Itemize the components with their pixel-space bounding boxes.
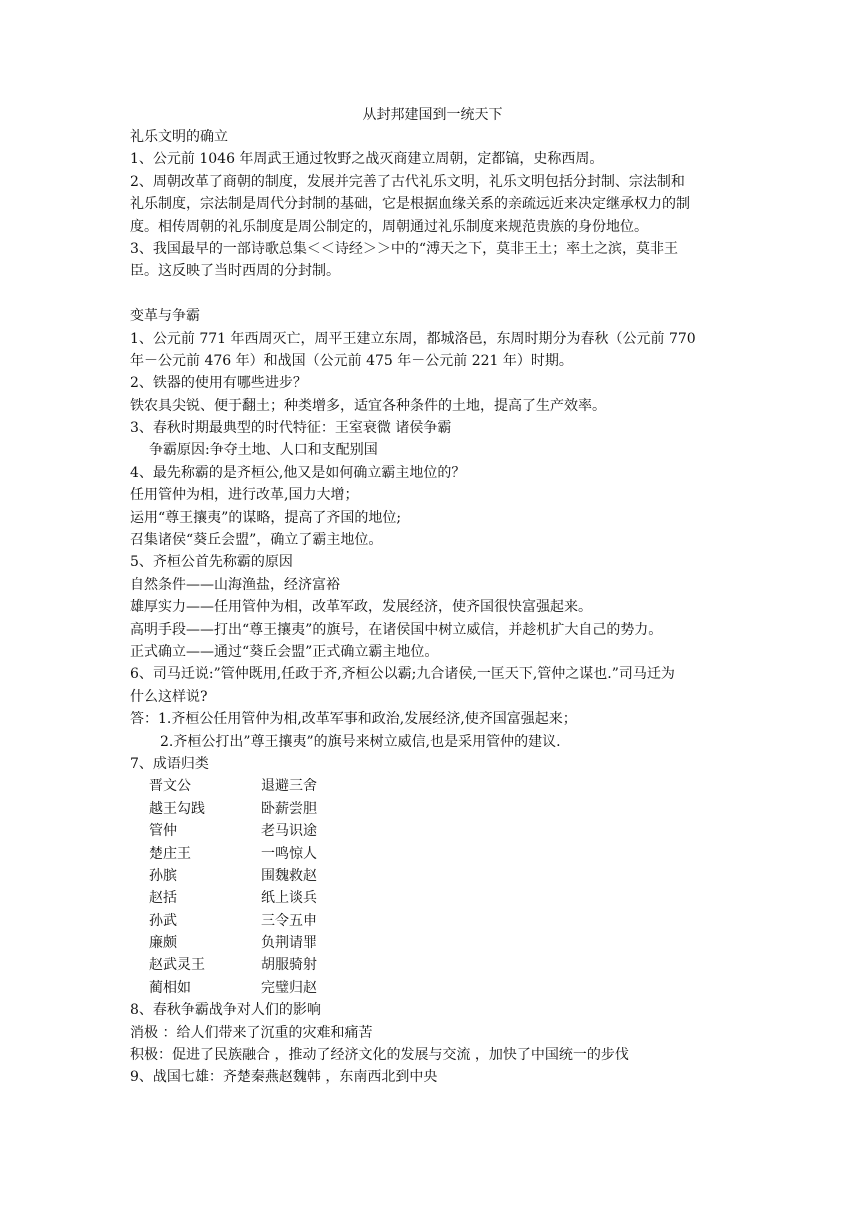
idiom-name: 卧薪尝胆 xyxy=(261,800,317,817)
blank-line xyxy=(130,283,735,305)
section-heading-ritual-music: 礼乐文明的确立 xyxy=(130,129,228,145)
idiom-row xyxy=(130,932,735,954)
answer-line: 2.齐桓公打出”尊王攘夷”的旗号来树立威信,也是采用管仲的建议. xyxy=(160,733,561,750)
answer-line: 任用管仲为相，进行改革,国力大增； xyxy=(130,487,359,504)
answer-line: 答：1.齐桓公任用管仲为相,改革军事和政治,发展经济,使齐国富强起来； xyxy=(130,711,577,728)
idiom-person: 孙武 xyxy=(149,912,177,929)
idiom-row xyxy=(130,865,735,887)
document-title: 从封邦建国到一统天下 xyxy=(362,107,503,123)
idiom-person: 晋文公 xyxy=(149,778,191,795)
paragraph-line: 1、公元前 1046 年周武王通过牧野之战灭商建立周朝，定都镐，史称西周。 xyxy=(130,151,604,168)
question-line: 5、齐桓公首先称霸的原因 xyxy=(130,554,293,571)
answer-line: 运用“尊王攘夷”的谋略，提高了齐国的地位; xyxy=(130,509,402,526)
question-line: 4、最先称霸的是齐桓公,他又是如何确立霸主地位的？ xyxy=(130,464,466,481)
reason-line: 争霸原因:争夺土地、人口和支配别国 xyxy=(149,442,378,459)
answer-line: 雄厚实力——任用管仲为相，改革军政，发展经济，使齐国很快富强起来。 xyxy=(130,599,592,616)
question-line: 什么这样说? xyxy=(130,688,208,705)
idiom-name: 退避三舍 xyxy=(261,778,317,795)
idiom-name: 三令五申 xyxy=(261,912,317,929)
question-line: 9、战国七雄：齐楚秦燕赵魏韩 ，东南西北到中央 xyxy=(130,1069,438,1086)
idiom-person: 蔺相如 xyxy=(149,979,191,996)
answer-line: 正式确立——通过“葵丘会盟”正式确立霸主地位。 xyxy=(130,643,439,660)
idiom-name: 一鸣惊人 xyxy=(261,845,317,862)
question-line: 2、铁器的使用有哪些进步？ xyxy=(130,375,307,392)
paragraph-line: 2、周朝改革了商朝的制度，发展并完善了古代礼乐文明，礼乐文明包括分封制、宗法制和 xyxy=(130,173,685,190)
idiom-name: 老马识途 xyxy=(261,823,317,840)
idiom-name: 纸上谈兵 xyxy=(261,890,317,907)
idiom-row xyxy=(130,798,735,820)
idiom-person: 越王勾践 xyxy=(149,800,205,817)
idiom-person: 赵武灵王 xyxy=(149,957,205,974)
paragraph-line: 臣。这反映了当时西周的分封制。 xyxy=(130,263,340,280)
idiom-name: 完璧归赵 xyxy=(261,979,317,996)
idiom-row xyxy=(130,977,735,999)
paragraph-line: 3、我国最早的一部诗歌总集＜＜诗经＞＞中的“溥天之下，莫非王土；率土之滨，莫非王 xyxy=(130,240,679,257)
idiom-name: 围魏救赵 xyxy=(261,867,317,884)
answer-line: 铁农具尖锐、便于翻土；种类增多，适宜各种条件的土地，提高了生产效率。 xyxy=(130,397,606,414)
idiom-row xyxy=(130,820,735,842)
paragraph-line: 度。相传周朝的礼乐制度是周公制定的，周朝通过礼乐制度来规范贵族的身份地位。 xyxy=(130,218,648,235)
idiom-list xyxy=(130,775,735,999)
question-line: 8、春秋争霸战争对人们的影响 xyxy=(130,1002,321,1019)
idiom-person: 廉颇 xyxy=(149,935,177,952)
answer-line: 高明手段——打出“尊王攘夷”的旗号，在诸侯国中树立威信，并趁机扩大自己的势力。 xyxy=(130,621,663,638)
idiom-person: 孙膑 xyxy=(149,867,177,884)
question-line: 3、春秋时期最典型的时代特征：王室衰微 诸侯争霸 xyxy=(130,420,452,437)
idioms-heading: 7、成语归类 xyxy=(130,755,209,772)
paragraph-line: 年－公元前 476 年）和战国（公元前 475 年－公元前 221 年）时期。 xyxy=(130,352,573,369)
paragraph-line: 礼乐制度，宗法制是周代分封制的基础，它是根据血缘关系的亲疏远近来决定继承权力的制 xyxy=(130,196,690,213)
question-line: 6、司马迁说:”管仲既用,任政于齐,齐桓公以霸;九合诸侯,一匡天下,管仲之谋也.”司马迁为 xyxy=(130,666,675,683)
idiom-row xyxy=(130,887,735,909)
answer-line: 消极 ：给人们带来了沉重的灾难和痛苦 xyxy=(130,1024,373,1041)
idiom-person: 赵括 xyxy=(149,890,177,907)
idiom-person: 管仲 xyxy=(149,823,177,840)
idiom-row xyxy=(130,775,735,797)
idiom-row xyxy=(130,954,735,976)
idiom-name: 胡服骑射 xyxy=(261,957,317,974)
answer-line: 积极：促进了民族融合 ，推动了经济文化的发展与交流 ，加快了中国统一的步伐 xyxy=(130,1047,629,1064)
answer-line: 自然条件——山海渔盐，经济富裕 xyxy=(130,576,340,593)
idiom-name: 负荆请罪 xyxy=(261,935,317,952)
paragraph-line: 1、公元前 771 年西周灭亡，周平王建立东周，都城洛邑，东周时期分为春秋（公元前 770 xyxy=(130,330,696,347)
document-page xyxy=(130,104,735,1089)
idiom-row xyxy=(130,843,735,865)
answer-line: 召集诸侯“葵丘会盟”，确立了霸主地位。 xyxy=(130,532,383,549)
section-heading-reform-hegemony: 变革与争霸 xyxy=(130,308,200,325)
idiom-row xyxy=(130,910,735,932)
idiom-person: 楚庄王 xyxy=(149,845,191,862)
